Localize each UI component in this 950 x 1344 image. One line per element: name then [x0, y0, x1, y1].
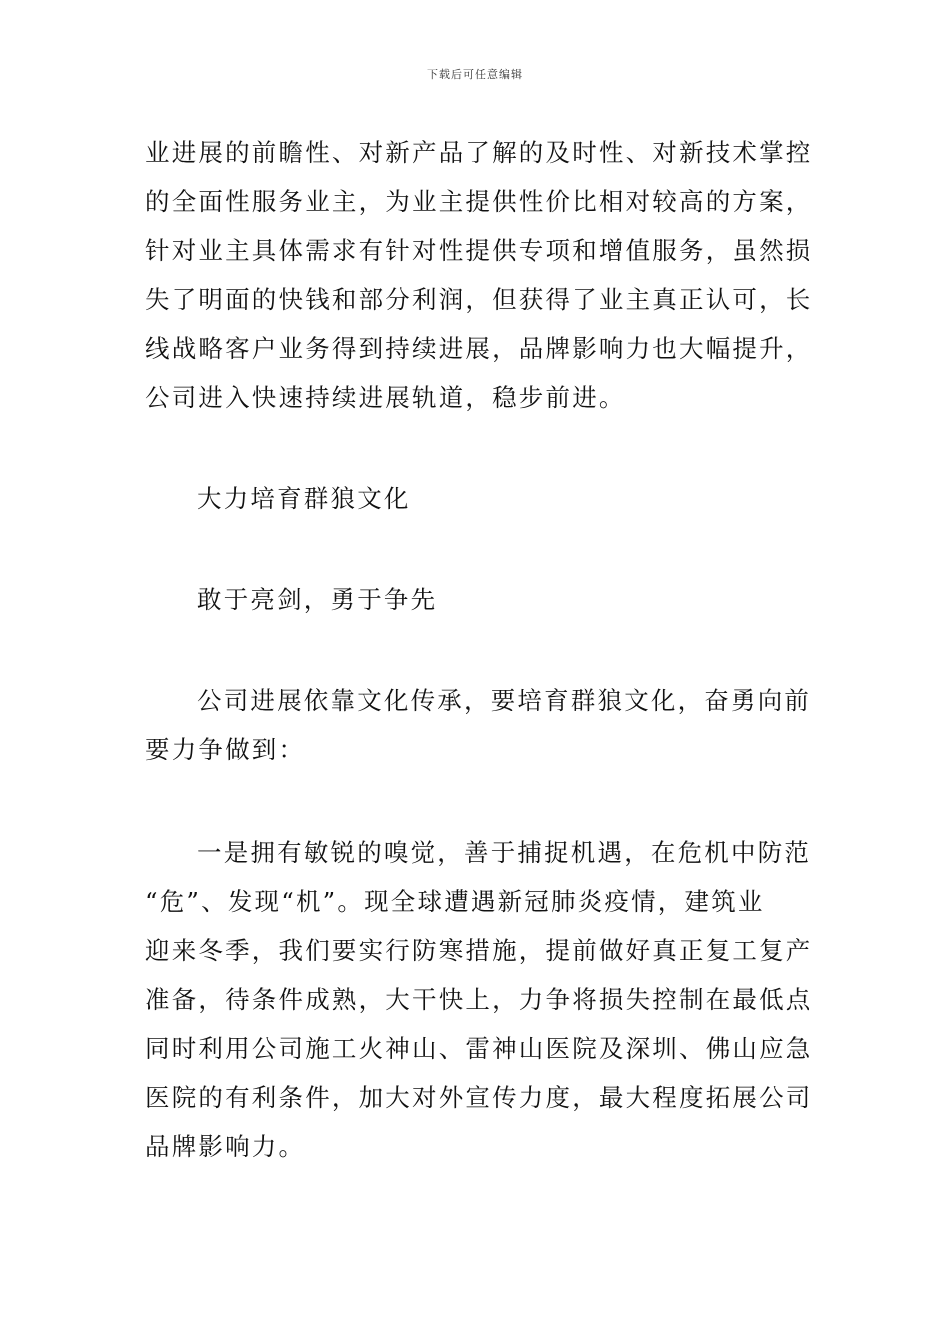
- text-line: 针对业主具体需求有针对性提供专项和增值服务，虽然损: [145, 236, 813, 265]
- text-line: 品牌影响力。: [145, 1132, 306, 1161]
- text-line: 要力争做到：: [145, 735, 306, 764]
- text-line: 的全面性服务业主，为业主提供性价比相对较高的方案，: [145, 187, 813, 216]
- text-line: “危”、发现“机”。现全球遭遇新冠肺炎疫情，建筑业: [145, 887, 765, 916]
- text-line: 线战略客户业务得到持续进展，品牌影响力也大幅提升，: [145, 334, 813, 363]
- text-line: 公司进展依靠文化传承，要培育群狼文化，奋勇向前: [197, 686, 812, 715]
- section-heading-culture: 大力培育群狼文化: [197, 484, 411, 513]
- text-line: 公司进入快速持续进展轨道，稳步前进。: [145, 383, 626, 412]
- page-header-note: 下载后可任意编辑: [427, 68, 523, 81]
- text-line: 准备，待条件成熟，大干快上，力争将损失控制在最低点: [145, 985, 813, 1014]
- text-line: 医院的有利条件，加大对外宣传力度，最大程度拓展公司: [145, 1083, 813, 1112]
- text-line: 迎来冬季，我们要实行防寒措施，提前做好真正复工复产: [145, 936, 813, 965]
- intro-paragraph: [145, 128, 813, 422]
- text-line: 业进展的前瞻性、对新产品了解的及时性、对新技术掌控: [145, 138, 813, 167]
- text-line: 失了明面的快钱和部分利润，但获得了业主真正认可，长: [145, 285, 813, 314]
- text-line: 一是拥有敏锐的嗅觉，善于捕捉机遇，在危机中防范: [197, 838, 812, 867]
- culture-paragraph: [145, 676, 810, 774]
- section-heading-slogan: 敢于亮剑，勇于争先: [197, 585, 438, 614]
- text-line: 同时利用公司施工火神山、雷神山医院及深圳、佛山应急: [145, 1034, 813, 1063]
- document-body: [145, 128, 813, 1171]
- point-one-paragraph: [145, 828, 813, 1171]
